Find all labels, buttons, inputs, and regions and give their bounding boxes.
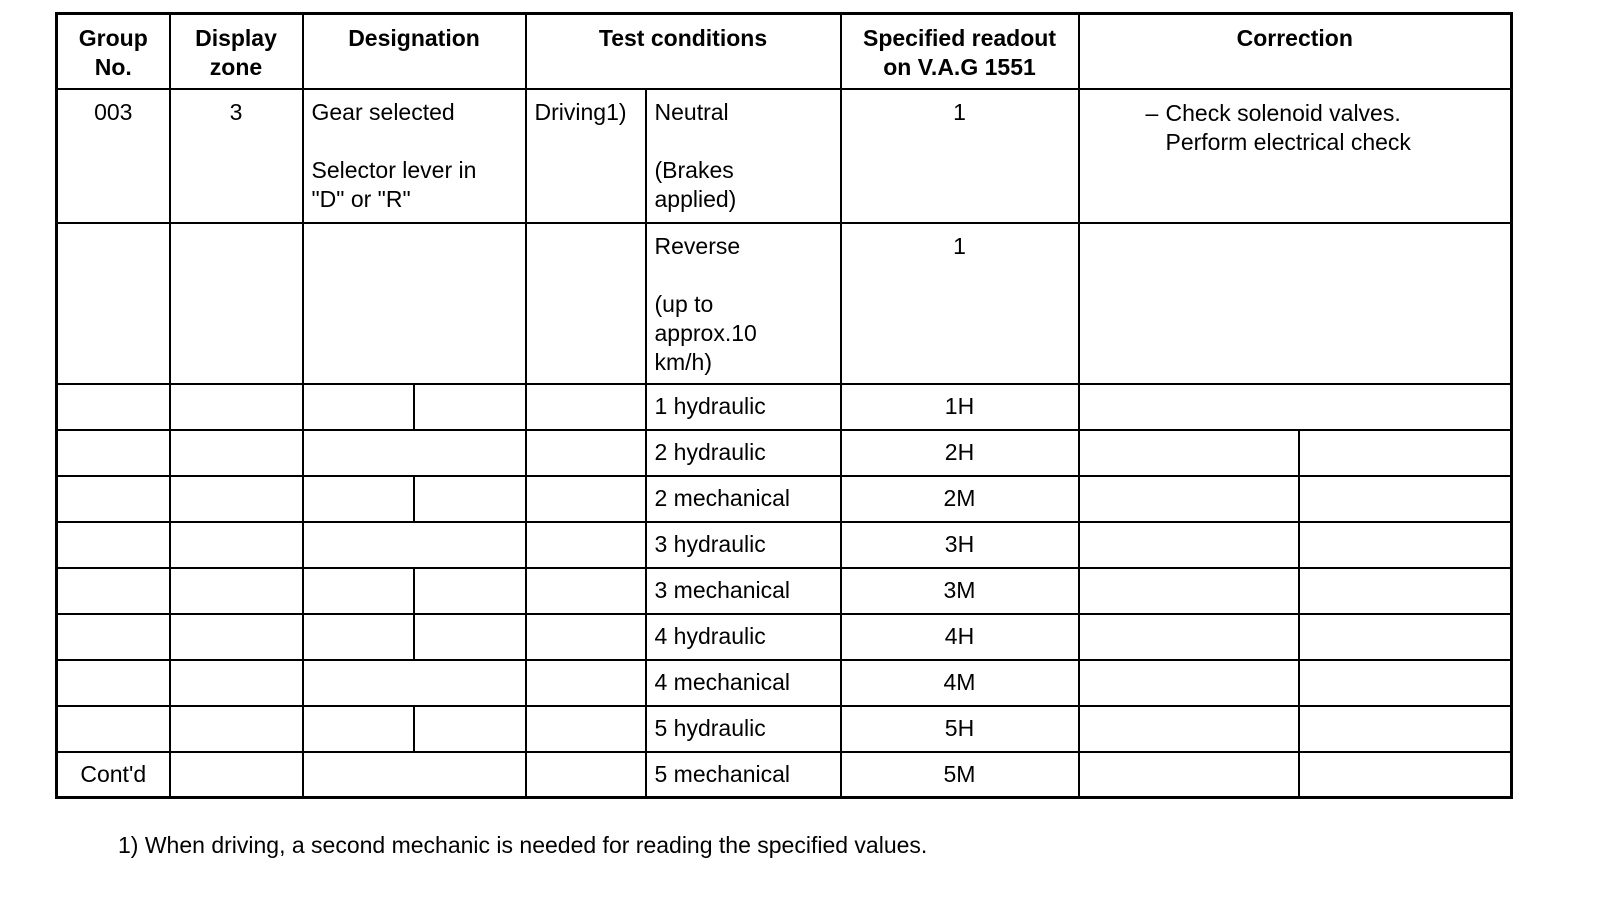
header-designation: Designation [303,14,526,89]
cell-readout-reverse: 1 [841,223,1079,384]
empty-cell [1079,614,1299,660]
cell-condition: 2 mechanical [646,476,841,522]
table-row-reverse [57,223,1512,384]
table-row [57,476,1512,522]
header-correction: Correction [1079,14,1512,89]
cell-readout-neutral: 1 [841,89,1079,223]
empty-cell [303,614,414,660]
empty-cell [1079,522,1299,568]
empty-cell [1079,476,1299,522]
cell-condition-reverse: Reverse (up to approx.10 km/h) [646,223,841,384]
cell-readout: 3M [841,568,1079,614]
empty-cell [1079,568,1299,614]
empty-cell [526,430,646,476]
empty-cell [57,430,170,476]
cell-readout: 4H [841,614,1079,660]
cell-readout: 2M [841,476,1079,522]
cell-readout: 4M [841,660,1079,706]
empty-cell [170,706,303,752]
empty-cell [526,223,646,384]
empty-cell [526,752,646,798]
header-group-no: Group No. [57,14,170,89]
empty-cell [1299,430,1512,476]
empty-cell [1079,384,1512,430]
empty-cell [170,660,303,706]
cell-display-zone: 3 [170,89,303,223]
cell-readout: 5H [841,706,1079,752]
header-display-zone: Display zone [170,14,303,89]
empty-cell [170,568,303,614]
empty-cell [170,614,303,660]
empty-cell [526,476,646,522]
empty-cell [1079,430,1299,476]
empty-cell [414,706,526,752]
table-row [57,384,1512,430]
empty-cell [303,223,526,384]
cell-condition: 1 hydraulic [646,384,841,430]
cell-readout: 1H [841,384,1079,430]
cell-condition: 5 hydraulic [646,706,841,752]
empty-cell [414,614,526,660]
table-row [57,430,1512,476]
cell-condition-neutral: Neutral (Brakes applied) [646,89,841,223]
empty-cell [1079,752,1299,798]
empty-cell [57,223,170,384]
cell-readout: 5M [841,752,1079,798]
table-row [57,660,1512,706]
empty-cell [1299,752,1512,798]
empty-cell [414,476,526,522]
empty-cell [1299,476,1512,522]
cell-readout: 2H [841,430,1079,476]
table-row [57,614,1512,660]
empty-cell [414,384,526,430]
empty-cell [57,476,170,522]
empty-cell [303,476,414,522]
cell-condition: 3 hydraulic [646,522,841,568]
table-row [57,752,1512,798]
cell-condition: 4 hydraulic [646,614,841,660]
empty-cell [57,614,170,660]
cell-condition: 2 hydraulic [646,430,841,476]
empty-cell [1299,706,1512,752]
empty-cell [303,522,526,568]
empty-cell [170,476,303,522]
cell-readout: 3H [841,522,1079,568]
header-test-conditions: Test conditions [526,14,841,89]
header-row [57,14,1512,89]
empty-cell [414,568,526,614]
cell-condition: 3 mechanical [646,568,841,614]
empty-cell [526,522,646,568]
empty-cell [526,614,646,660]
empty-cell [1079,660,1299,706]
empty-cell [57,660,170,706]
empty-cell [57,568,170,614]
cell-correction [1079,89,1512,223]
table-row-neutral [57,89,1512,223]
empty-cell [57,522,170,568]
cell-condition: 5 mechanical [646,752,841,798]
table-row [57,522,1512,568]
empty-cell [170,384,303,430]
header-specified-readout: Specified readout on V.A.G 1551 [841,14,1079,89]
empty-cell [303,430,526,476]
empty-cell [526,568,646,614]
empty-cell [170,752,303,798]
footnote: 1) When driving, a second mechanic is needed for reading the specified values. [118,832,928,858]
dash-bullet: – [1145,99,1159,126]
test-table [55,12,1513,799]
cell-condition: 4 mechanical [646,660,841,706]
empty-cell [1299,660,1512,706]
empty-cell [170,430,303,476]
empty-cell [303,706,414,752]
empty-cell [526,660,646,706]
empty-cell [170,223,303,384]
cell-group-no: 003 [57,89,170,223]
empty-cell [170,522,303,568]
empty-cell [1079,706,1299,752]
cell-contd: Cont'd [57,752,170,798]
empty-cell [303,660,526,706]
empty-cell [57,384,170,430]
empty-cell [1079,223,1512,384]
empty-cell [1299,568,1512,614]
correction-text: Check solenoid valves. Perform electrical check [1165,99,1411,155]
empty-cell [303,384,414,430]
cell-designation: Gear selected Selector lever in "D" or "R" [303,89,526,223]
empty-cell [1299,614,1512,660]
cell-driving: Driving1) [526,89,646,223]
empty-cell [526,706,646,752]
table-row [57,568,1512,614]
empty-cell [303,568,414,614]
table-row [57,706,1512,752]
empty-cell [57,706,170,752]
empty-cell [303,752,526,798]
empty-cell [1299,522,1512,568]
empty-cell [526,384,646,430]
